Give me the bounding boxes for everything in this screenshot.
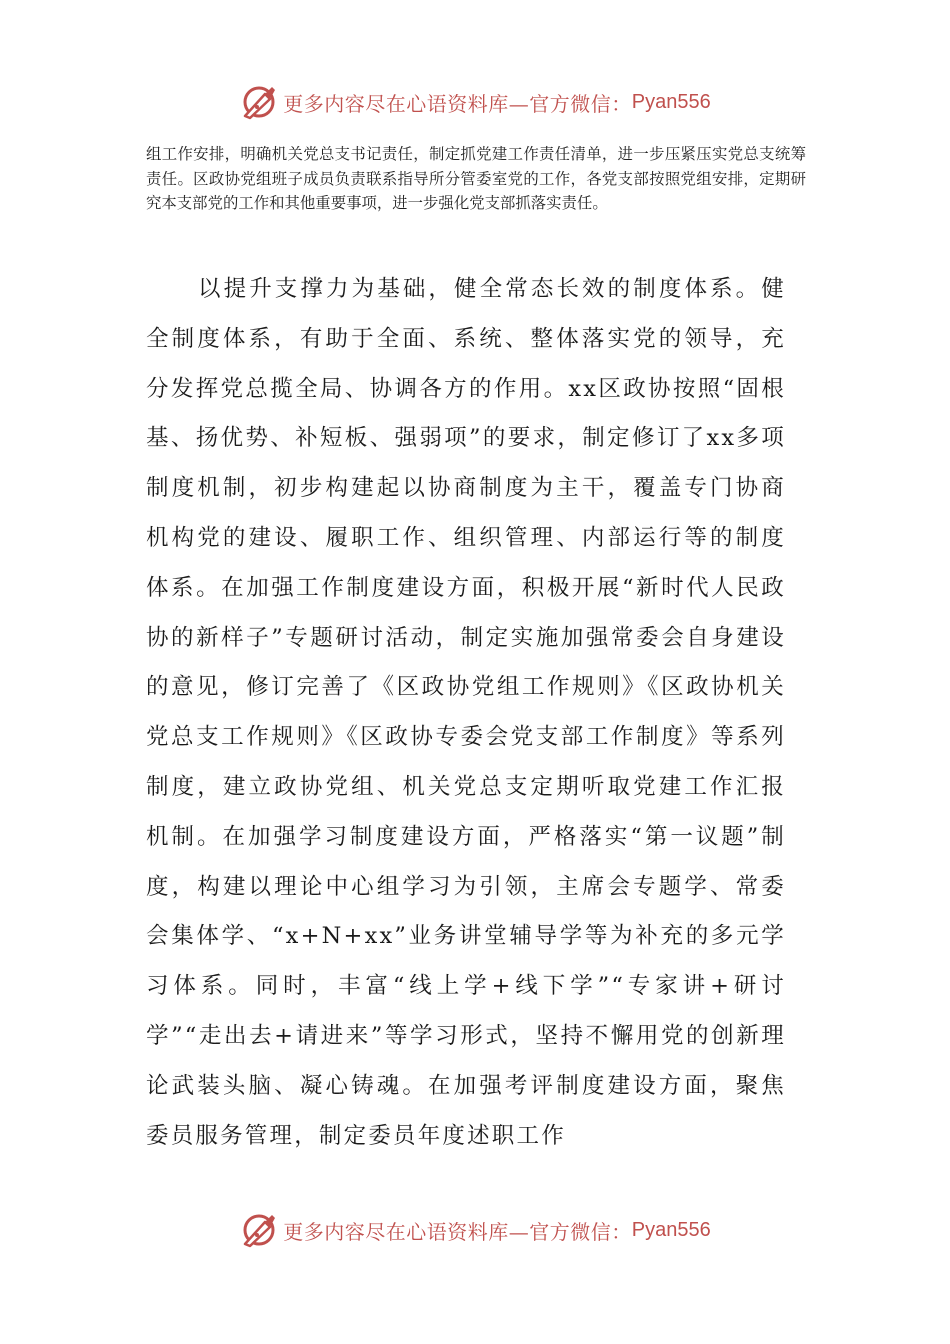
footer-wechat-id: Pyan556 [631,1218,711,1241]
header-banner-text: 更多内容尽在心语资料库—官方微信： [283,91,632,116]
pen-nib-logo-icon [239,82,279,122]
footer-watermark-banner [0,1208,950,1252]
pen-nib-logo-icon [239,1210,279,1250]
footer-banner-text: 更多内容尽在心语资料库—官方微信： [283,1219,632,1244]
header-watermark-banner [0,80,950,124]
summary-paragraph: 组工作安排，明确机关党总支书记责任，制定抓党建工作责任清单，进一步压紧压实党总支统筹责任。区政协党组班子成员负责联系指导所分管委室党的工作，各党支部按照党组安排，定期研究本支部党的工作和其他重要事项，进一步强化党支部抓落实责任。 [146,145,806,212]
header-wechat-id: Pyan556 [631,90,711,113]
body-paragraph: 以提升支撑力为基础，健全常态长效的制度体系。健全制度体系，有助于全面、系统、整体落实党的领导，充分发挥党总揽全局、协调各方的作用。xx区政协按照“固根基、扬优势、补短板、强弱项”的要求，制定修订了xx多项制度机制，初步构建起以协商制度为主干，覆盖专门协商机构党的建设、履职工作、组织管理、内部运行等的制度体系。在加强工作制度建设方面，积极开展“新时代人民政协的新样子”专题研讨活动，制定实施加强常委会自身建设的意见，修订完善了《区政协党组工作规则》《区政协机关党总支工作规则》《区政协专委会党支部工作制度》等系列制度，建立政协党组、机关党总支定期听取党建工作汇报机制。在加强学习制度建设方面，严格落实“第一议题”制度，构建以理论中心组学习为引领，主席会专题学、常委会集体学、“x+N+xx”业务讲堂辅导学等为补充的多元学习体系。同时，丰富“线上学+线下学”“专家讲+研讨学”“走出去+请进来”等学习形式，坚持不懈用党的创新理论武装头脑、凝心铸魂。在加强考评制度建设方面，聚焦委员服务管理，制定委员年度述职工作 [146,276,786,1149]
